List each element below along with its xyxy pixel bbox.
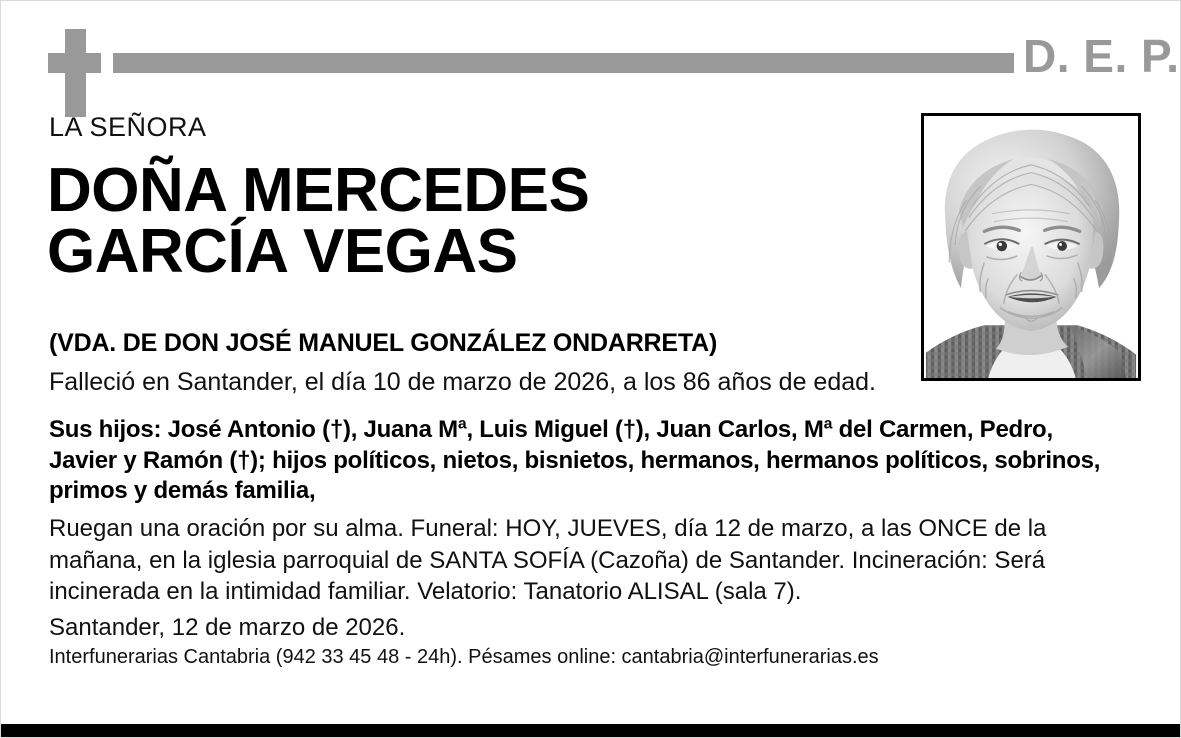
- cross-icon: [48, 29, 101, 117]
- notice-header: [1, 1, 1181, 119]
- header-rule-bar: [113, 53, 1014, 73]
- portrait-illustration: [924, 116, 1138, 378]
- funeral-agency-contact: Interfunerarias Cantabria (942 33 45 48 - 24h). Pésames online: cantabria@interfunerarias.es: [49, 646, 879, 668]
- death-details: Falleció en Santander, el día 10 de marzo de 2026, a los 86 años de edad.: [49, 368, 876, 396]
- honorific-block: [49, 113, 904, 143]
- cross-horizontal-bar: [48, 53, 101, 73]
- family-line: Sus hijos: José Antonio (†), Juana Mª, Luis Miguel (†), Juan Carlos, Mª del Carmen, Pedro,: [49, 416, 1053, 443]
- rest-in-peace-label: D. E. P.: [1023, 30, 1180, 82]
- bottom-rule: [1, 724, 1181, 737]
- portrait-photo: [921, 113, 1141, 381]
- deceased-name: [47, 156, 907, 286]
- widow-of-label: (VDA. DE DON JOSÉ MANUEL GONZÁLEZ ONDARRETA): [49, 329, 718, 357]
- cross-vertical-bar: [65, 29, 86, 117]
- funeral-details-block: [49, 513, 1149, 608]
- family-line: primos y demás familia,: [49, 477, 316, 505]
- funeral-line: incinerada en la intimidad familiar. Velatorio: Tanatorio ALISAL (sala 7).: [49, 578, 802, 606]
- deceased-name-line-1: DOÑA MERCEDES: [47, 156, 590, 225]
- place-and-date: Santander, 12 de marzo de 2026.: [49, 614, 406, 641]
- family-line: Javier y Ramón (†); hijos políticos, nietos, bisnietos, hermanos, hermanos políticos, sobrinos,: [49, 446, 1101, 474]
- funeral-line: mañana, en la iglesia parroquial de SANTA SOFÍA (Cazoña) de Santander. Incineración: Será: [49, 546, 1046, 574]
- deceased-name-line-2: GARCÍA VEGAS: [47, 216, 518, 286]
- honorific-label: LA SEÑORA: [49, 112, 207, 142]
- surviving-family-block: [49, 415, 1141, 507]
- funeral-line: Ruegan una oración por su alma. Funeral: HOY, JUEVES, día 12 de marzo, a las ONCE de la: [49, 515, 1047, 542]
